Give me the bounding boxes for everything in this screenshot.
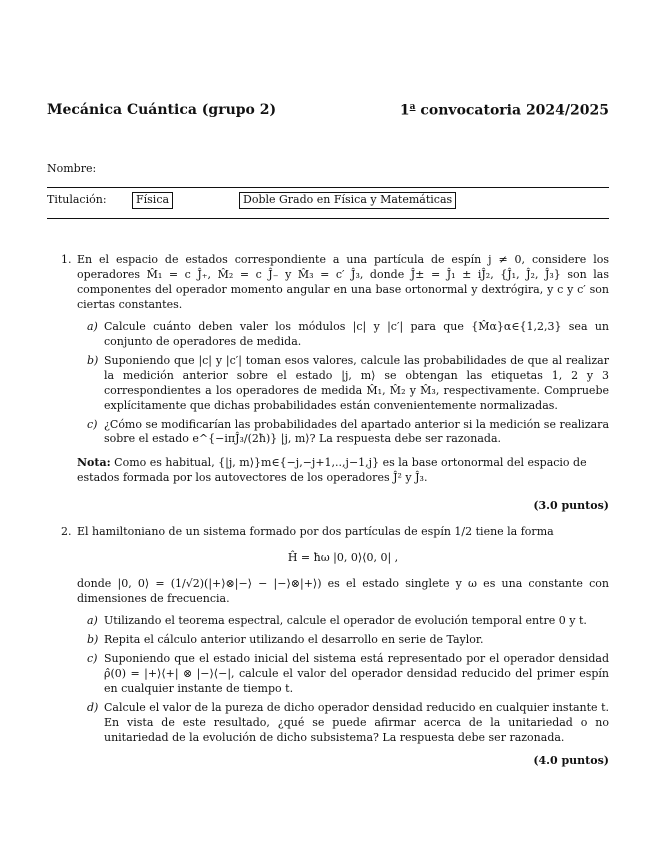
part-label: a) [87,614,98,628]
part-text: ¿Cómo se modificarían las probabilidades del apartado anterior si la medición se realizara sobre el estado e^{−iπĴ₃/(2ħ)} |j, m⟩? La respuesta debe ser razonada. [104,417,609,446]
problem-1-points: (3.0 puntos) [533,499,609,513]
problem-1-note [47,456,609,486]
part-text: Suponiendo que el estado inicial del sistema está representado por el operador densidad ρ̂(0) = |+⟩⟨+| ⊗ |−⟩⟨−|, calcule el valor del operador densidad reducido del primer espín en cualquier instante de tiempo t. [104,652,609,695]
singlet-definition: donde |0, 0⟩ = (1/√2)(|+⟩⊗|−⟩ − |−⟩⊗|+⟩) es el estado singlete y ω es una constante con dimensiones de frecuencia. [77,577,609,606]
degree-row [47,193,609,211]
part-b [77,633,609,648]
sitting-number: 1 [399,102,410,119]
course-title: Mecánica Cuántica (grupo 2) [47,102,277,118]
part-label: c) [87,417,98,431]
note-label: Nota: [77,456,111,470]
problem-2 [47,525,609,540]
hamiltonian-formula: Ĥ = ħω |0, 0⟩⟨0, 0| , [287,551,399,565]
top-divider [47,187,609,188]
problem-1 [47,253,609,447]
part-label: a) [87,319,98,333]
degree-option-double[interactable]: Doble Grado en Física y Matemáticas [239,192,456,209]
name-label: Nombre: [47,162,97,175]
part-a [77,614,609,629]
problem-parts [77,614,609,746]
problem-2-definition [47,577,609,746]
sitting-text: convocatoria 2024/2025 [415,102,609,119]
degree-option-physics[interactable]: Física [132,192,173,209]
problem-number: 1. [61,253,72,266]
part-c [77,652,609,697]
problem-intro: En el espacio de estados correspondiente a una partícula de espín j ≠ 0, considere los operadores M̂₁ = c Ĵ₊, M̂₂ = c Ĵ₋ y M̂₃ = c′ Ĵ₃, donde Ĵ± = Ĵ₁ ± iĴ₂, {Ĵ₁, Ĵ₂, Ĵ₃} son las componentes del operador momento angular en una base ortonormal y dextrógira, y c y c′ son ciertas constantes. [77,253,609,311]
part-label: d) [87,700,99,714]
exam-header [47,101,609,119]
problem-parts [77,320,609,448]
problem-intro: El hamiltoniano de un sistema formado por dos partículas de espín 1/2 tiene la forma [77,525,554,539]
problem-number: 2. [61,525,72,539]
sitting-superscript: a [409,102,416,112]
note-text: Como es habitual, {|j, m⟩}m∈{−j,−j+1,..,j−1,j} es la base ortonormal del espacio de estados formada por los autovectores de los operadores Ĵ² y Ĵ₃. [77,456,587,485]
part-text: Calcule cuánto deben valer los módulos |c| y |c′| para que {M̂α}α∈{1,2,3} sea un conjunto de operadores de medida. [104,319,609,348]
part-text: Suponiendo que |c| y |c′| toman esos valores, calcule las probabilidades de que al realizar la medición anterior sobre el estado |j, m⟩ se obtengan las etiquetas 1, 2 y 3 correspondientes a los operadores de medida M̂₁, M̂₂ y M̂₃, respectivamente. Compruebe explícitamente que dichas probabilidades están convenientemente normalizadas. [104,353,609,412]
part-label: b) [87,353,99,367]
bottom-divider [47,218,609,219]
part-c [77,418,609,448]
degree-label: Titulación: [47,193,107,206]
part-b [77,354,609,414]
part-text: Utilizando el teorema espectral, calcule el operador de evolución temporal entre 0 y t. [104,614,587,628]
problem-2-points: (4.0 puntos) [533,753,609,767]
part-text: Repita el cálculo anterior utilizando el desarrollo en serie de Taylor. [104,633,484,647]
part-a [77,320,609,350]
sitting-title [400,101,609,121]
part-text: Calcule el valor de la pureza de dicho operador densidad reducido en cualquier instante t. En vista de este resultado, ¿qué se puede afirmar acerca de la unitariedad o no unitariedad de la evolución de dicho subsistema? La respuesta debe ser razonada. [104,700,609,744]
part-label: b) [87,633,99,647]
part-label: c) [87,652,98,666]
part-d [77,701,609,746]
exam-body [47,253,609,769]
